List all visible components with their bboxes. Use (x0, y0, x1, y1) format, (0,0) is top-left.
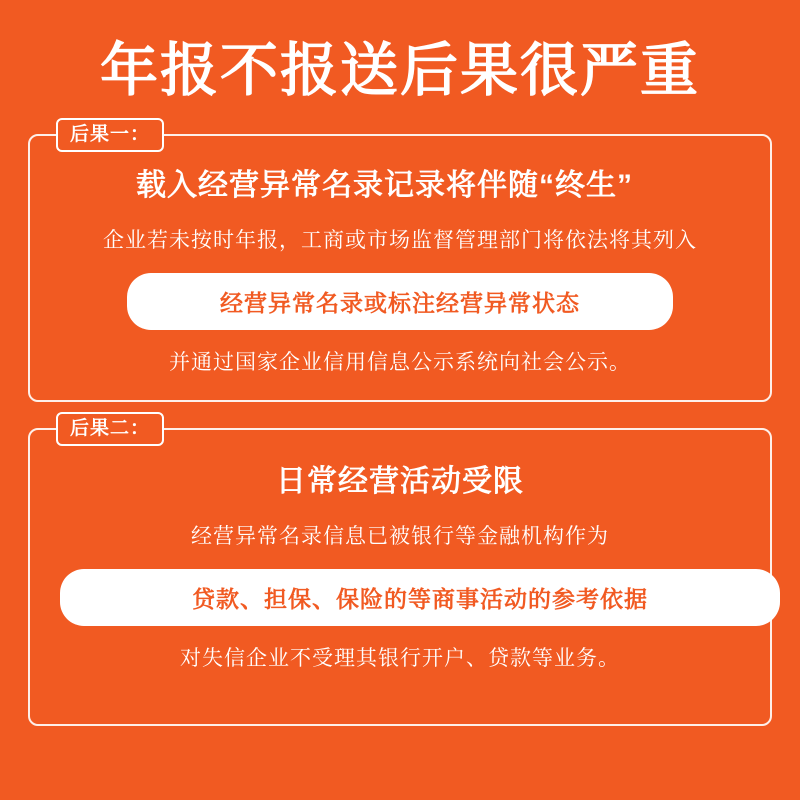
consequence-line-2a: 经营异常名录信息已被银行等金融机构作为 (191, 525, 609, 548)
consequence-line-1b: 并通过国家企业信用信息公示系统向社会公示。 (169, 351, 631, 375)
consequence-body-1 (30, 136, 770, 378)
consequence-title-1: 载入经营异常名录记录将伴随“终生” (136, 169, 633, 202)
consequence-body-2 (30, 430, 770, 674)
consequence-title-2: 日常经营活动受限 (276, 465, 524, 498)
consequence-card-2 (28, 418, 772, 726)
consequence-badge-1: 后果一： (56, 118, 164, 152)
consequence-highlight-1: 经营异常名录或标注经营异常状态 (127, 273, 673, 330)
page-title: 年报不报送后果很严重 (99, 38, 700, 103)
consequence-card-1 (28, 124, 772, 402)
consequence-line-2b: 对失信企业不受理其银行开户、贷款等业务。 (180, 647, 620, 671)
consequence-line-1a: 企业若未按时年报，工商或市场监督管理部门将依法将其列入 (103, 229, 697, 252)
consequence-highlight-2: 贷款、担保、保险的等商事活动的参考依据 (60, 569, 780, 626)
consequence-badge-2: 后果二： (56, 412, 164, 446)
